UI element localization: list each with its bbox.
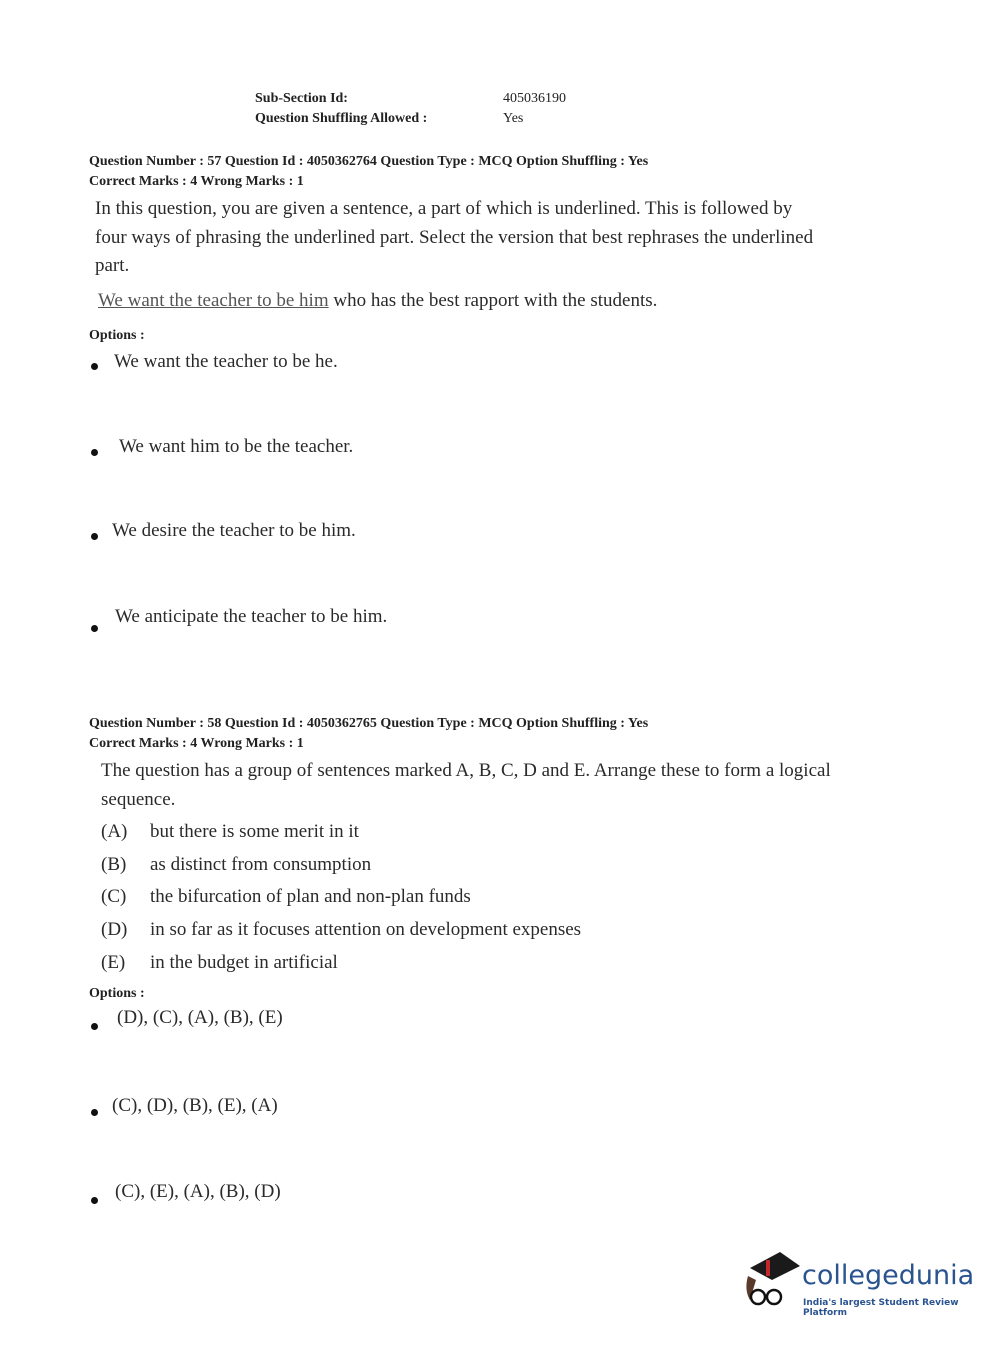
q57-marks: Correct Marks : 4 Wrong Marks : 1 [89, 174, 304, 189]
shuffle-label: Question Shuffling Allowed : [255, 111, 428, 126]
sentence-text: in so far as it focuses attention on development expenses [150, 919, 582, 940]
option-bullet [91, 363, 98, 370]
q58-option[interactable]: (C), (D), (B), (E), (A) [112, 1095, 278, 1116]
q58-text-1: The question has a group of sentences marked A, B, C, D and E. Arrange these to form a logical [101, 760, 831, 781]
sentence-text: in the budget in artificial [150, 952, 338, 973]
sentence-text: the bifurcation of plan and non-plan funds [150, 886, 471, 907]
mascot-icon [742, 1250, 802, 1320]
option-bullet [91, 1109, 98, 1116]
q57-sentence [98, 290, 657, 312]
option-bullet [91, 625, 98, 632]
sentence-key: (B) [101, 854, 127, 875]
option-bullet [91, 1023, 98, 1030]
q57-option[interactable]: We desire the teacher to be him. [112, 520, 356, 541]
sentence-text: but there is some merit in it [150, 821, 359, 842]
subsection-value: 405036190 [503, 91, 566, 106]
collegedunia-logo [742, 1250, 975, 1320]
option-bullet [91, 449, 98, 456]
q57-text-2: four ways of phrasing the underlined part. Select the version that best rephrases the underlined [95, 227, 814, 248]
q58-meta: Question Number : 58 Question Id : 4050362765 Question Type : MCQ Option Shuffling : Yes [89, 716, 649, 731]
subsection-label: Sub-Section Id: [255, 91, 348, 106]
sentence-text: as distinct from consumption [150, 854, 372, 875]
q57-text-3: part. [95, 255, 130, 276]
q57-text-1: In this question, you are given a sentence, a part of which is underlined. This is followed by [95, 198, 793, 219]
shuffle-value: Yes [503, 111, 524, 126]
logo-tagline: India's largest Student Review Platform [803, 1298, 959, 1318]
underlined-part: We want the teacher to be him [98, 290, 329, 311]
sentence-key: (D) [101, 919, 128, 940]
q58-marks: Correct Marks : 4 Wrong Marks : 1 [89, 736, 304, 751]
logo-name: collegedunia [802, 1260, 975, 1291]
q58-option[interactable]: (C), (E), (A), (B), (D) [115, 1181, 281, 1202]
q57-meta: Question Number : 57 Question Id : 4050362764 Question Type : MCQ Option Shuffling : Yes [89, 154, 649, 169]
sentence-key: (C) [101, 886, 127, 907]
sentence-key: (E) [101, 952, 126, 973]
sentence-rest: who has the best rapport with the students. [328, 290, 658, 311]
option-bullet [91, 533, 98, 540]
q57-option[interactable]: We want the teacher to be he. [114, 351, 338, 372]
q58-option[interactable]: (D), (C), (A), (B), (E) [117, 1007, 283, 1028]
q57-options-label: Options : [89, 328, 145, 343]
q57-option[interactable]: We want him to be the teacher. [119, 436, 354, 457]
q57-option[interactable]: We anticipate the teacher to be him. [115, 606, 388, 627]
sentence-key: (A) [101, 821, 128, 842]
q58-text-2: sequence. [101, 789, 176, 810]
q58-options-label: Options : [89, 986, 145, 1001]
option-bullet [91, 1197, 98, 1204]
